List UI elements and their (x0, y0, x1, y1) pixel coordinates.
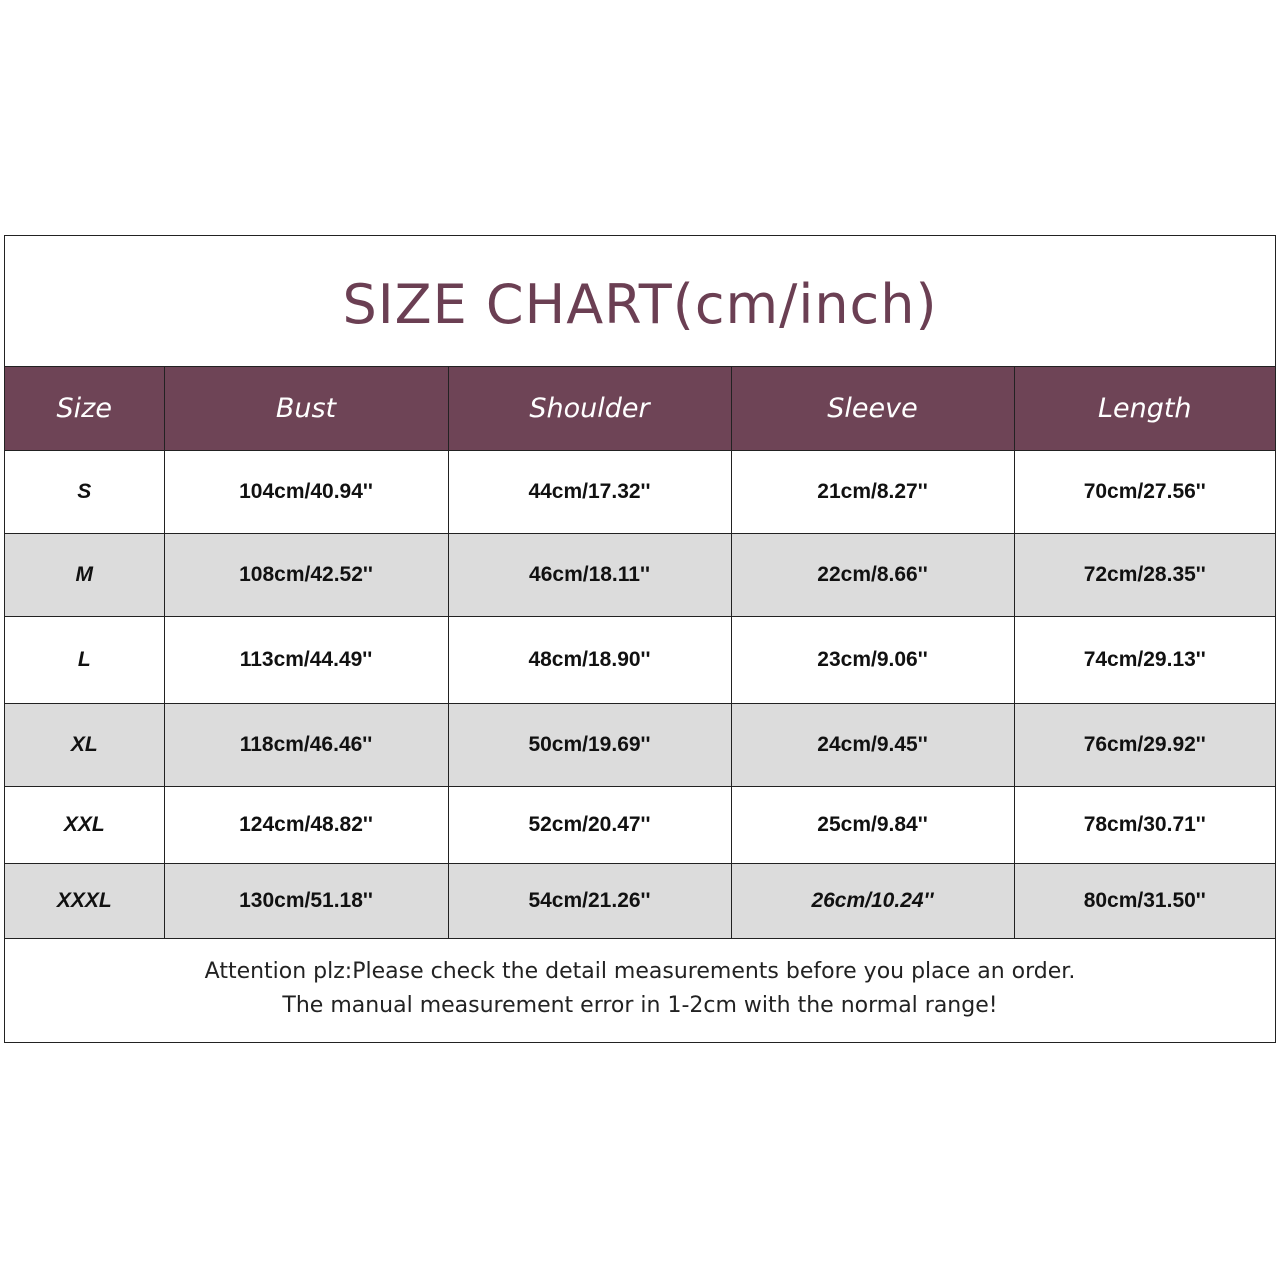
length-cell: 76cm/29.92'' (1014, 703, 1275, 786)
size-cell: XXL (5, 786, 164, 863)
size-cell: S (5, 450, 164, 533)
table-row (5, 616, 1275, 703)
size-table (5, 367, 1275, 939)
chart-title: SIZE CHART(cm/inch) (342, 272, 938, 336)
size-cell: M (5, 533, 164, 616)
bust-cell: 108cm/42.52'' (164, 533, 448, 616)
bust-cell: 124cm/48.82'' (164, 786, 448, 863)
header-length: Length (1014, 367, 1275, 450)
size-chart (4, 235, 1276, 1043)
sleeve-cell: 25cm/9.84'' (731, 786, 1014, 863)
table-row (5, 450, 1275, 533)
table-row (5, 786, 1275, 863)
header-sleeve: Sleeve (731, 367, 1014, 450)
attention-note (5, 935, 1275, 1042)
length-cell: 72cm/28.35'' (1014, 533, 1275, 616)
sleeve-cell: 26cm/10.24'' (731, 863, 1014, 938)
sleeve-cell: 24cm/9.45'' (731, 703, 1014, 786)
table-row (5, 863, 1275, 938)
length-cell: 80cm/31.50'' (1014, 863, 1275, 938)
header-size: Size (5, 367, 164, 450)
length-cell: 78cm/30.71'' (1014, 786, 1275, 863)
note-line: Attention plz:Please check the detail measurements before you place an order. (204, 958, 1076, 984)
table-row (5, 703, 1275, 786)
table-row (5, 533, 1275, 616)
shoulder-cell: 54cm/21.26'' (448, 863, 731, 938)
sleeve-cell: 22cm/8.66'' (731, 533, 1014, 616)
shoulder-cell: 48cm/18.90'' (448, 616, 731, 703)
shoulder-cell: 52cm/20.47'' (448, 786, 731, 863)
bust-cell: 118cm/46.46'' (164, 703, 448, 786)
bust-cell: 113cm/44.49'' (164, 616, 448, 703)
bust-cell: 104cm/40.94'' (164, 450, 448, 533)
shoulder-cell: 44cm/17.32'' (448, 450, 731, 533)
note-line: The manual measurement error in 1-2cm with the normal range! (282, 992, 998, 1018)
length-cell: 70cm/27.56'' (1014, 450, 1275, 533)
header-row (5, 367, 1275, 450)
sleeve-cell: 21cm/8.27'' (731, 450, 1014, 533)
shoulder-cell: 50cm/19.69'' (448, 703, 731, 786)
shoulder-cell: 46cm/18.11'' (448, 533, 731, 616)
title-row (5, 236, 1275, 367)
sleeve-cell: 23cm/9.06'' (731, 616, 1014, 703)
bust-cell: 130cm/51.18'' (164, 863, 448, 938)
header-bust: Bust (164, 367, 448, 450)
size-cell: XXXL (5, 863, 164, 938)
length-cell: 74cm/29.13'' (1014, 616, 1275, 703)
size-cell: XL (5, 703, 164, 786)
size-cell: L (5, 616, 164, 703)
header-shoulder: Shoulder (448, 367, 731, 450)
